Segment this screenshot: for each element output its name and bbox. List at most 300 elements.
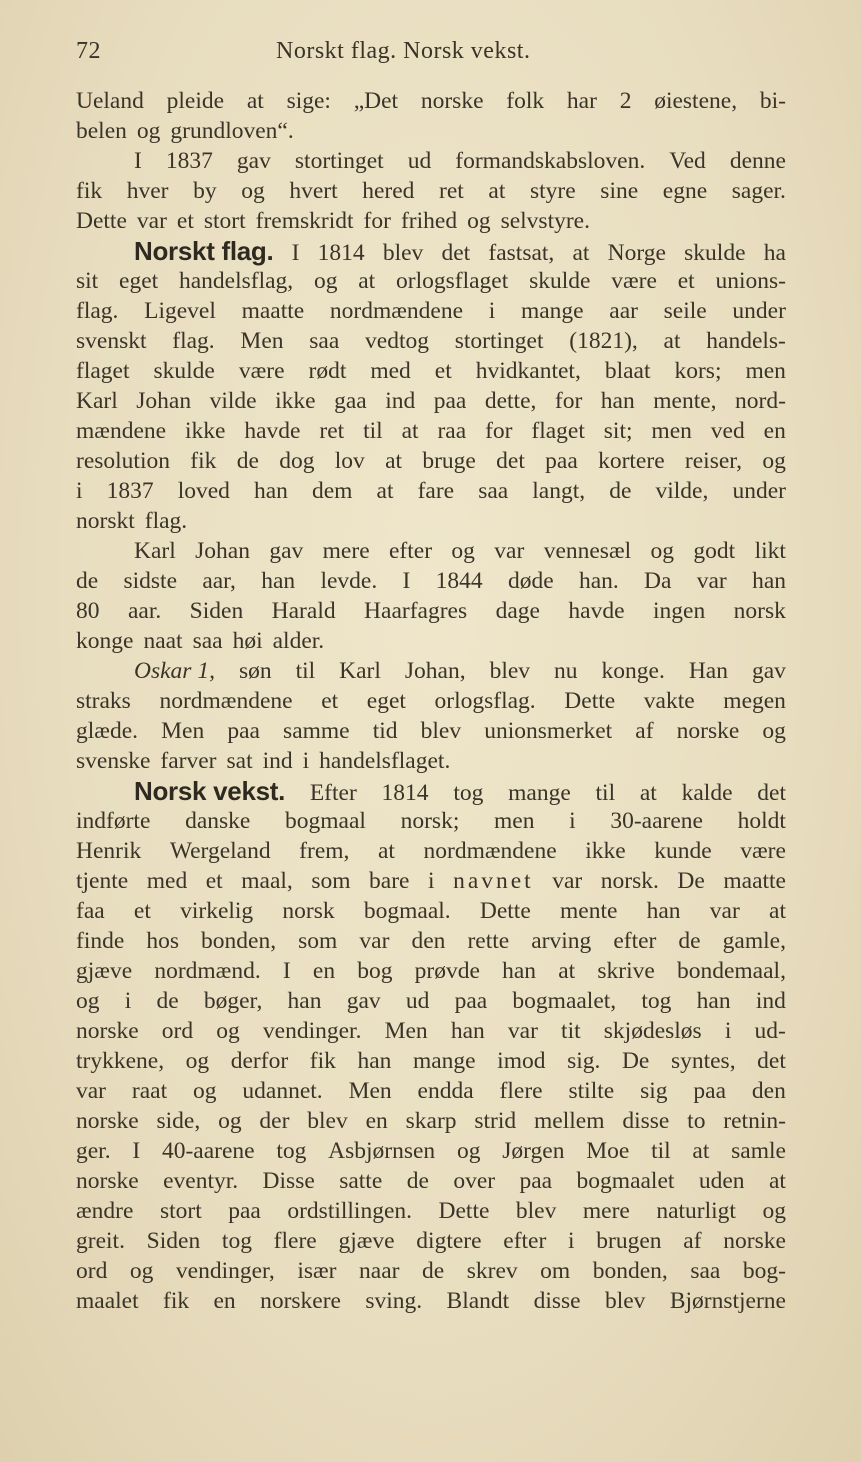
word: han [357,1048,392,1074]
word: skrev [466,1258,518,1284]
word: handels- [706,328,786,354]
word: ændre [76,1198,134,1224]
word: 1814 [317,240,365,266]
word: 1837 [106,478,154,504]
word: det [757,1048,786,1074]
word: i [568,1228,575,1254]
word: unions- [715,268,786,294]
word: Dette [76,208,127,234]
word: og [467,208,491,234]
word: gamle, [722,928,786,954]
word: godt [693,538,736,564]
word: Harald [271,598,336,624]
text-line [76,716,786,746]
word: om [540,1258,571,1284]
word: udannet. [242,1078,323,1104]
word: i [569,808,576,834]
word: at [376,478,394,504]
word: en [213,1288,236,1314]
word: ret [319,418,345,444]
section-heading: Norsk vekst. [134,776,286,806]
word: arving [531,928,592,954]
word: stortinget [454,328,544,354]
word: I [402,568,411,594]
word: navnet [453,868,534,894]
word: ud [405,988,430,1014]
word: disse [622,1108,670,1134]
text-line [76,476,786,506]
word: brugen [596,1228,662,1254]
text-line [76,416,786,446]
word: et [133,898,151,924]
text-line [76,656,786,686]
text-line [76,1286,786,1316]
word: styre [530,178,576,204]
word: til [363,418,383,444]
word: skarp [405,1108,457,1134]
word: men [651,418,692,444]
word: at [377,838,395,864]
word: var [552,868,583,894]
word: ind [385,388,416,414]
word: konge. [601,658,665,684]
word: hver [126,178,169,204]
word: flaget [531,418,585,444]
word: fik [190,448,217,474]
text-line [76,116,786,146]
word: var [696,568,727,594]
word: maalet [76,1288,139,1314]
text-line [76,956,786,986]
word: ikke [275,388,316,414]
word: et [434,358,452,384]
word: var [76,1078,107,1104]
word: norsk [733,598,786,624]
text-line [76,686,786,716]
text-line [76,446,786,476]
word: at [639,780,657,806]
word: 40-aarene [161,1138,255,1164]
word: nordmændene [159,688,293,714]
word: satte [339,1168,383,1194]
word: Blandt [446,1288,510,1314]
word: vendinger. [262,1018,362,1044]
word: de [236,448,259,474]
word: ind [262,748,293,774]
word: eget [119,268,159,294]
word: raat [131,1078,168,1104]
word: norske [76,1018,139,1044]
word: loved [177,478,230,504]
word: glæde. [76,718,139,744]
word: at [572,240,590,266]
word: farver [160,748,217,774]
word: naturligt [656,1198,736,1224]
word: endda [417,1078,474,1104]
word: Johan, [404,658,466,684]
word: mange [508,780,571,806]
word: at [769,898,786,924]
word: gjæve [338,1228,395,1254]
word: sit [76,268,99,294]
word: Men [348,1078,392,1104]
word: og [451,538,475,564]
word: saa [192,628,223,654]
word: tog [221,1228,252,1254]
word: sig [640,1078,668,1104]
text-line [76,536,786,566]
word: bruge [422,448,476,474]
word: fik [76,178,103,204]
word: danske [185,808,251,834]
word: Karl [76,388,118,414]
word: gav [751,658,786,684]
word: norske [676,718,740,744]
word: skrive [597,958,655,984]
word: de [422,1258,445,1284]
word: af [683,1228,702,1254]
text-line [76,896,786,926]
word: vedtog [365,328,429,354]
word: formandskabsloven. [455,148,646,174]
text-line [76,1136,786,1166]
word: han [646,898,681,924]
word: megen [723,688,786,714]
word: straks [76,688,131,714]
word: fastsat, [488,240,555,266]
word: Men [384,1018,428,1044]
page-header [76,38,786,72]
word: I [291,240,300,266]
word: I [282,958,291,984]
word: mere [582,1198,630,1224]
word: øiestene, [654,88,738,114]
word: flag. [76,298,119,324]
word: norske [76,1108,139,1134]
word: paa [693,1078,727,1104]
word: det [496,448,525,474]
word: paa [433,388,467,414]
word: under [732,298,786,324]
word: over [453,1168,496,1194]
word: alder. [272,628,325,654]
word: sager. [731,178,786,204]
word: 2 [619,88,632,114]
word: blev [307,1108,348,1134]
section-heading: Norskt flag. [134,236,274,266]
word: disse [533,1288,581,1314]
word: flag. [144,508,188,534]
word: ikke [585,838,626,864]
word: til [295,658,316,684]
word: de [76,568,99,594]
word: bonden, [592,1258,668,1284]
word: men [494,808,535,834]
word: Asbjørnsen [328,1138,436,1164]
word: blev [420,718,462,744]
word: bonden, [201,928,277,954]
word: Dette [564,688,616,714]
word: og [650,538,675,564]
word: at [488,178,506,204]
text-line [76,1076,786,1106]
word: fik [309,1048,336,1074]
word: et [321,688,339,714]
word: hered [362,178,415,204]
word: saa [478,478,509,504]
word: holdt [737,808,786,834]
word: norsk; [400,808,460,834]
text-line [76,926,786,956]
word: vilde, [655,478,709,504]
word: under [732,478,786,504]
text-line [76,236,786,266]
word: Wergeland [169,838,271,864]
word: for [485,418,513,444]
word: gav [236,148,271,174]
word: mange [520,298,584,324]
text-line [76,1196,786,1226]
word: Karl [134,538,176,564]
word: resolution [76,448,170,474]
word: han [696,988,731,1014]
word: efter [503,1228,547,1254]
word: Disse [262,1168,315,1194]
text-line [76,1016,786,1046]
word: og [241,178,265,204]
word: Men [240,328,284,354]
word: mændene [76,418,167,444]
word: bog [357,958,393,984]
word: stilte [568,1078,615,1104]
text-line [76,986,786,1016]
word: søn [238,658,272,684]
word: derfor [230,1048,289,1074]
word: lov [334,448,365,474]
word: en [365,1108,388,1134]
word: og [762,718,786,744]
word: sige: [286,88,331,114]
word: med [146,868,188,894]
word: blaat [604,358,651,384]
word: indførte [76,808,151,834]
word: to [687,1108,706,1134]
word: at [385,448,403,474]
word: de [678,928,701,954]
word: faa [76,898,105,924]
word: norske [420,88,484,114]
text-line [76,1106,786,1136]
word: likt [754,538,786,564]
word: stort [203,208,246,234]
word: sig. [567,1048,601,1074]
word: Men [161,718,205,744]
word: norsk. [600,868,659,894]
word: ikke [184,418,226,444]
word: side, [156,1108,201,1134]
word: Haarfagres [364,598,468,624]
word: skjødesløs [603,1018,702,1044]
word: unionsmerket [484,718,613,744]
word: trykkene, [76,1048,165,1074]
word: den [751,1078,786,1104]
word: aar. [127,598,162,624]
word: dette, [484,388,537,414]
word: naat [143,628,183,654]
word: efter [389,538,433,564]
word: pleide [166,88,225,114]
word: 1837 [165,148,213,174]
word: af [635,718,654,744]
word: der [259,1108,290,1134]
word: Ligevel [144,298,216,324]
text-line [76,176,786,206]
word: virkelig [180,898,254,924]
word: Siden [146,1228,201,1254]
word: De [621,1048,650,1074]
word: i [428,868,435,894]
word: den [411,928,446,954]
word: tid [372,718,398,744]
word: tit [561,1018,581,1044]
word: de [609,478,632,504]
word: vendinger, [175,1258,275,1284]
text-line [76,86,786,116]
word: norsk [282,898,335,924]
word: at [358,268,376,294]
word: aar [609,298,638,324]
word: nu [554,658,578,684]
word: Moe [586,1138,630,1164]
word: Siden [189,598,244,624]
word: tjente [76,868,129,894]
word: han [261,568,296,594]
word: Han [688,658,728,684]
word: De [677,868,705,894]
word: paa [519,1168,553,1194]
word: 80 [76,598,100,624]
word: syntes, [670,1048,736,1074]
word: aar, [202,568,236,594]
text-line [76,326,786,356]
word: han [253,478,288,504]
word: det [441,240,471,266]
word: fare [417,478,455,504]
word: og [762,1198,786,1224]
word: var [359,928,390,954]
word: norske [723,1228,786,1254]
word: skulde [684,240,746,266]
word: 1844 [435,568,483,594]
text-line [76,1166,786,1196]
word: og [185,1048,210,1074]
word: vilde [209,388,257,414]
word: Norge [607,240,666,266]
word: ingen [652,598,706,624]
word: de [156,988,179,1014]
word: skulde [153,358,215,384]
word: Oskar 1, [134,658,215,684]
word: ud- [754,1018,786,1044]
word: som [298,928,338,954]
word: i [488,298,496,324]
word: 1814 [381,780,429,806]
word: at [246,88,264,114]
word: handelsflag, [178,268,294,294]
word: hvert [289,178,338,204]
word: Karl [339,658,381,684]
word: naar [359,1258,400,1284]
word: en [312,958,336,984]
word: frem, [299,838,350,864]
word: by [193,178,217,204]
word: at [558,958,576,984]
word: I [132,1138,141,1164]
word: han [752,568,786,594]
text-line [76,506,786,536]
word: i [302,748,310,774]
word: med [370,358,411,384]
word: I [134,148,142,174]
text-line [76,266,786,296]
word: var [709,898,740,924]
text-line [76,1226,786,1256]
word: maal, [241,868,293,894]
word: langt, [532,478,586,504]
word: og [129,1258,154,1284]
word: vennesæl [543,538,632,564]
word: efter [613,928,657,954]
running-title: Norskt flag. Norsk vekst. [276,38,531,64]
word: mere [322,538,370,564]
word: som [311,868,351,894]
word: bog- [742,1258,786,1284]
word: Ved [669,148,706,174]
word: til [595,780,616,806]
word: „Det [353,88,399,114]
word: handelsflaget. [319,748,451,774]
word: men [745,358,786,384]
word: sit; [603,418,633,444]
word: svenskt [76,328,147,354]
word: prøvde [414,958,480,984]
text-line [76,296,786,326]
word: greit. [76,1228,125,1254]
word: Johan [195,538,250,564]
word: ord [76,1258,108,1284]
word: at [663,328,681,354]
word: saa [690,1258,721,1284]
text-line [76,836,786,866]
word: hos [146,928,179,954]
word: ind [755,988,786,1014]
word: retnin- [723,1108,786,1134]
word: flere [273,1228,317,1254]
word: digtere [416,1228,482,1254]
word: han. [578,568,619,594]
word: Efter [309,780,357,806]
text-line [76,206,786,236]
word: Henrik [76,838,142,864]
word: Dette [438,1198,490,1224]
text-line [76,746,786,776]
word: en [763,418,786,444]
word: ud [407,148,432,174]
word: døde [507,568,554,594]
word: hvidkantet, [475,358,581,384]
word: svenske [76,748,151,774]
word: og [456,1138,481,1164]
